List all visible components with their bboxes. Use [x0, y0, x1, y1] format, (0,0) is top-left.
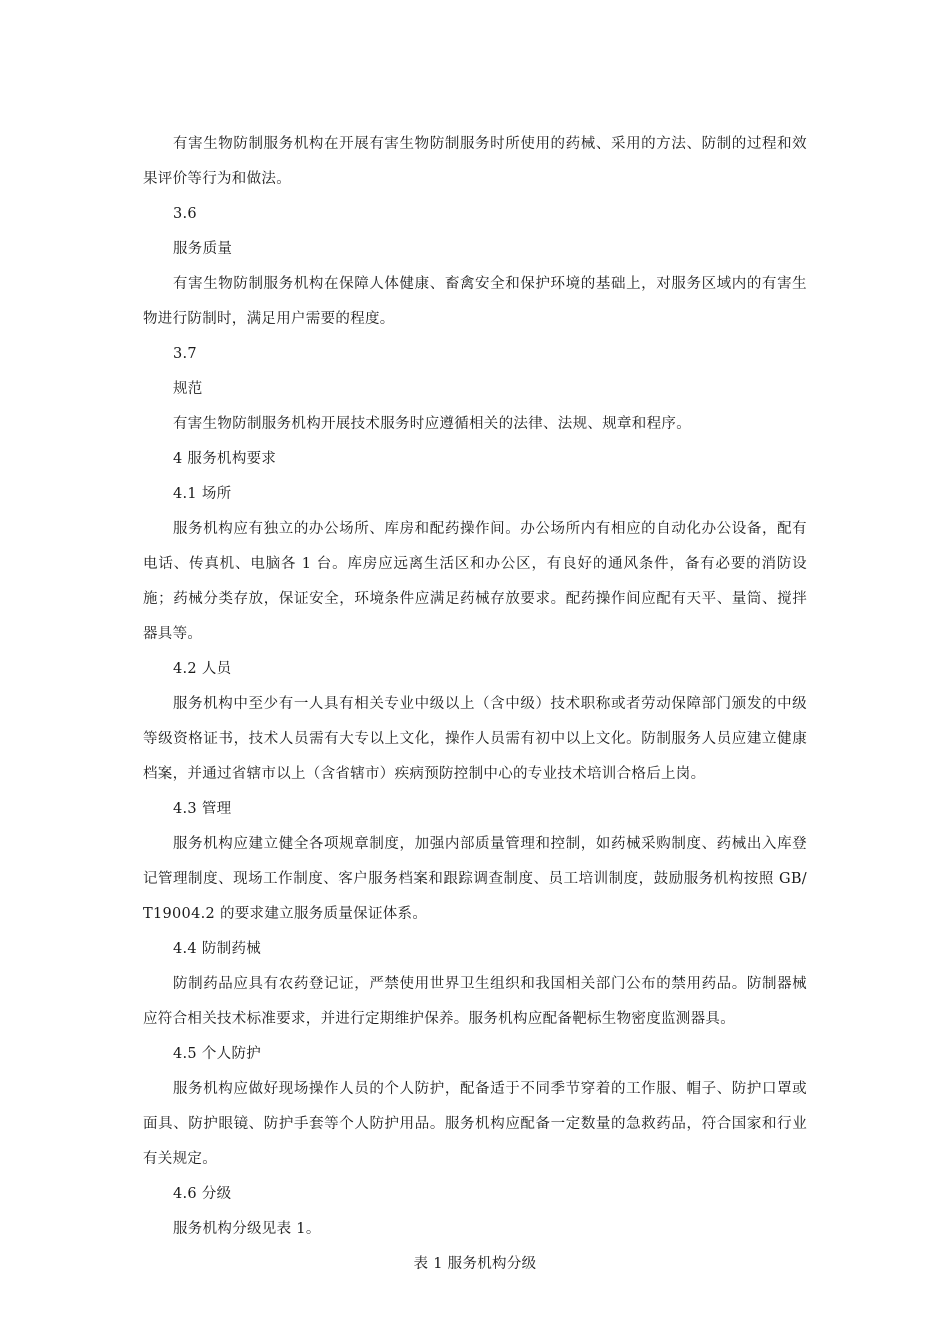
section-4-2-heading: 4.2 人员	[173, 661, 232, 677]
section-4-3-heading: 4.3 管理	[173, 801, 232, 817]
section-3-6-term: 服务质量	[173, 241, 233, 257]
section-4-6-heading: 4.6 分级	[173, 1186, 232, 1202]
section-4-1-heading: 4.1 场所	[173, 486, 232, 502]
section-4-heading: 4 服务机构要求	[173, 451, 277, 467]
section-4-5-heading: 4.5 个人防护	[173, 1046, 262, 1062]
paragraph-4-3: 服务机构应建立健全各项规章制度，加强内部质量管理和控制，如药械采购制度、药械出入库登记管理制度、现场工作制度、客户服务档案和跟踪调查制度、员工培训制度，鼓励服务机构按照 GB/T19004.2 的要求建立服务质量保证体系。	[143, 836, 807, 922]
paragraph-4-2: 服务机构中至少有一人具有相关专业中级以上（含中级）技术职称或者劳动保障部门颁发的中级等级资格证书，技术人员需有大专以上文化，操作人员需有初中以上文化。防制服务人员应建立健康档案，并通过省辖市以上（含省辖市）疾病预防控制中心的专业技术培训合格后上岗。	[143, 696, 807, 782]
document-page	[143, 127, 807, 1282]
section-3-7-term: 规范	[173, 381, 203, 397]
paragraph-4-5: 服务机构应做好现场操作人员的个人防护，配备适于不同季节穿着的工作服、帽子、防护口罩或面具、防护眼镜、防护手套等个人防护用品。服务机构应配备一定数量的急救药品，符合国家和行业有关规定。	[143, 1081, 807, 1167]
section-3-6-number: 3.6	[173, 206, 197, 222]
paragraph-3-7-definition: 有害生物防制服务机构开展技术服务时应遵循相关的法律、法规、规章和程序。	[173, 416, 691, 432]
paragraph-3-5-definition: 有害生物防制服务机构在开展有害生物防制服务时所使用的药械、采用的方法、防制的过程和效果评价等行为和做法。	[143, 136, 807, 187]
table-1-caption: 表 1 服务机构分级	[413, 1256, 537, 1272]
section-3-7-number: 3.7	[173, 346, 197, 362]
paragraph-4-4: 防制药品应具有农药登记证，严禁使用世界卫生组织和我国相关部门公布的禁用药品。防制器械应符合相关技术标准要求，并进行定期维护保养。服务机构应配备靶标生物密度监测器具。	[143, 976, 807, 1027]
paragraph-4-1: 服务机构应有独立的办公场所、库房和配药操作间。办公场所内有相应的自动化办公设备，配有电话、传真机、电脑各 1 台。库房应远离生活区和办公区，有良好的通风条件，备有必要的消防设施；药械分类存放，保证安全，环境条件应满足药械存放要求。配药操作间应配有天平、量筒、搅拌器具等。	[143, 521, 807, 642]
section-4-4-heading: 4.4 防制药械	[173, 941, 262, 957]
paragraph-3-6-definition: 有害生物防制服务机构在保障人体健康、畜禽安全和保护环境的基础上，对服务区域内的有害生物进行防制时，满足用户需要的程度。	[143, 276, 807, 327]
paragraph-4-6: 服务机构分级见表 1。	[173, 1221, 321, 1237]
